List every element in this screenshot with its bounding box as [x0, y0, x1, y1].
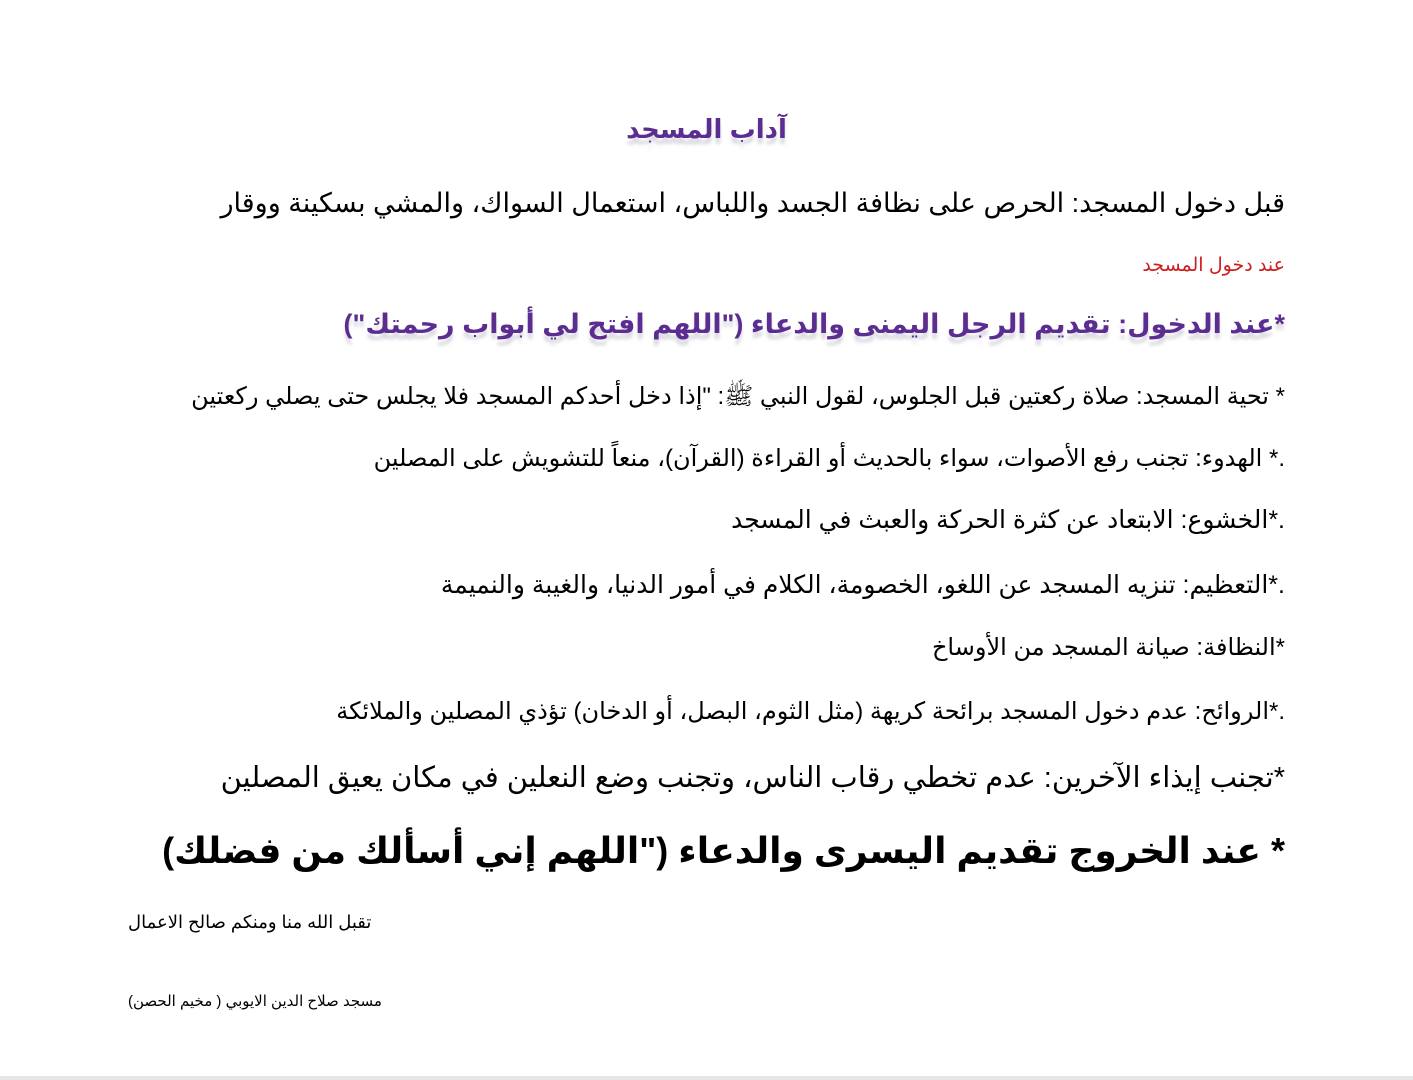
etiquette-item-avoid-harm: *تجنب إيذاء الآخرين: عدم تخطي رقاب الناس، وتجنب وضع النعلين في مكان يعيق المصلين	[220, 762, 1285, 794]
etiquette-item-calmness: .* الهدوء: تجنب رفع الأصوات، سواء بالحديث أو القراءة (القرآن)، منعاً للتشويش على المصلين	[373, 445, 1285, 472]
on-exiting-line: * عند الخروج تقديم اليسرى والدعاء ("اللهم إني أسألك من فضلك)	[162, 830, 1285, 871]
etiquette-item-cleanliness: *النظافة: صيانة المسجد من الأوساخ	[931, 634, 1285, 661]
etiquette-item-tahiyat-al-masjid: * تحية المسجد: صلاة ركعتين قبل الجلوس، لقول النبي ﷺ: "إذا دخل أحدكم المسجد فلا يجلس حتى يصلي ركعتين	[191, 383, 1285, 410]
page-title: آداب المسجد	[626, 114, 787, 144]
before-entering-line: قبل دخول المسجد: الحرص على نظافة الجسد واللباس، استعمال السواك، والمشي بسكينة ووقار	[220, 188, 1285, 218]
etiquette-item-humility: .*الخشوع: الابتعاد عن كثرة الحركة والعبث في المسجد	[731, 506, 1285, 534]
etiquette-item-odors: .*الروائح: عدم دخول المسجد برائحة كريهة (مثل الثوم، البصل، أو الدخان) تؤذي المصلين والملائكة	[336, 698, 1285, 725]
signature: مسجد صلاح الدين الايوبي ( مخيم الحصن)	[128, 993, 382, 1010]
closing-prayer: تقبل الله منا ومنكم صالح الاعمال	[128, 912, 372, 932]
section-heading: عند دخول المسجد	[1142, 255, 1285, 276]
on-entering-line: *عند الدخول: تقديم الرجل اليمنى والدعاء ("اللهم افتح لي أبواب رحمتك")	[343, 309, 1285, 339]
etiquette-item-reverence: .*التعظيم: تنزيه المسجد عن اللغو، الخصومة، الكلام في أمور الدنيا، والغيبة والنميمة	[440, 571, 1285, 599]
window-bottom-edge	[0, 1076, 1413, 1080]
